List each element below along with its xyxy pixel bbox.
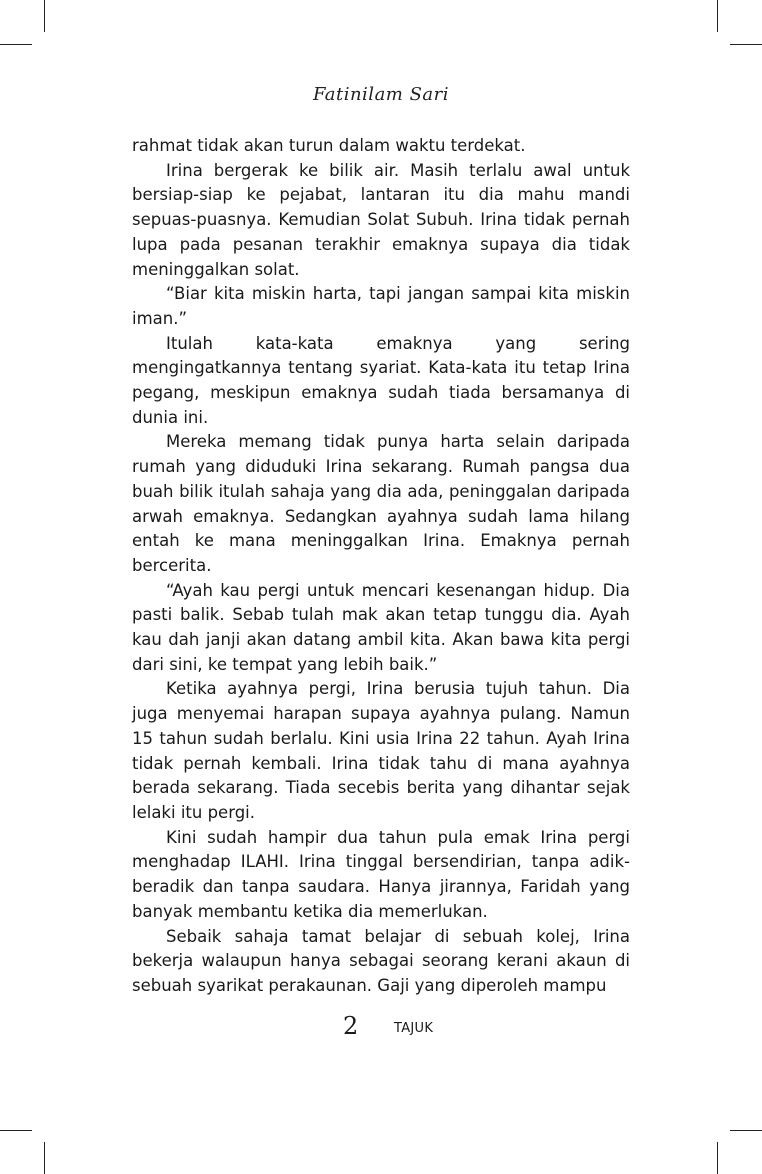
body-text xyxy=(132,134,630,999)
crop-mark-bottom-left xyxy=(0,1130,32,1131)
paragraph: Kini sudah hampir dua tahun pula emak Irina pergi menghadap ILAHI. Irina tinggal bersendirian, tanpa adik-beradik dan tanpa saudara. Hanya jirannya, Faridah yang banyak membantu ketika dia memerlukan. xyxy=(132,827,630,921)
crop-mark-top-right xyxy=(717,0,718,32)
paragraph: “Ayah kau pergi untuk mencari kesenangan hidup. Dia pasti balik. Sebab tulah mak akan tetap tunggu dia. Ayah kau dah janji akan datang ambil kita. Akan bawa kita pergi dari sini, ke tempat yang lebih baik.” xyxy=(132,580,630,674)
crop-mark-top-left xyxy=(44,0,45,32)
paragraph: Irina bergerak ke bilik air. Masih terlalu awal untuk bersiap-siap ke pejabat, lantaran itu dia mahu mandi sepuas-puasnya. Kemudian Solat Subuh. Irina tidak pernah lupa pada pesanan terakhir emaknya supaya dia tidak meninggalkan solat. xyxy=(132,160,630,279)
crop-mark-top-right xyxy=(730,44,762,45)
running-head-title: Fatinilam Sari xyxy=(312,84,450,105)
crop-mark-top-left xyxy=(0,44,32,45)
paragraph: Sebaik sahaja tamat belajar di sebuah kolej, Irina bekerja walaupun hanya sebagai seorang kerani akaun di sebuah syarikat perakaunan. Gaji yang diperoleh mampu xyxy=(132,926,630,995)
paragraph: rahmat tidak akan turun dalam waktu terdekat. xyxy=(132,136,526,155)
crop-mark-bottom-left xyxy=(44,1142,45,1174)
paragraph: Mereka memang tidak punya harta selain daripada rumah yang diduduki Irina sekarang. Rumah pangsa dua buah bilik itulah sahaja yang dia ada, peninggalan daripada arwah emaknya. Sedangkan ayahnya sudah lama hilang entah ke mana meninggalkan Irina. Emaknya pernah bercerita. xyxy=(132,432,630,575)
crop-mark-bottom-right xyxy=(730,1130,762,1131)
publisher-label: TAJUK xyxy=(394,1021,434,1036)
paragraph: Ketika ayahnya pergi, Irina berusia tujuh tahun. Dia juga menyemai harapan supaya ayahnya pulang. Namun 15 tahun sudah berlalu. Kini usia Irina 22 tahun. Ayah Irina tidak pernah kembali. Irina tidak tahu di mana ayahnya berada sekarang. Tiada secebis berita yang dihantar sejak lelaki itu pergi. xyxy=(132,679,630,822)
crop-mark-bottom-right xyxy=(717,1142,718,1174)
paragraph: “Biar kita miskin harta, tapi jangan sampai kita miskin iman.” xyxy=(132,284,630,328)
page-number: 2 xyxy=(343,1012,359,1040)
paragraph: Itulah kata-kata emaknya yang sering mengingatkannya tentang syariat. Kata-kata itu tetap Irina pegang, meskipun emaknya sudah tiada bersamanya di dunia ini. xyxy=(132,333,630,427)
